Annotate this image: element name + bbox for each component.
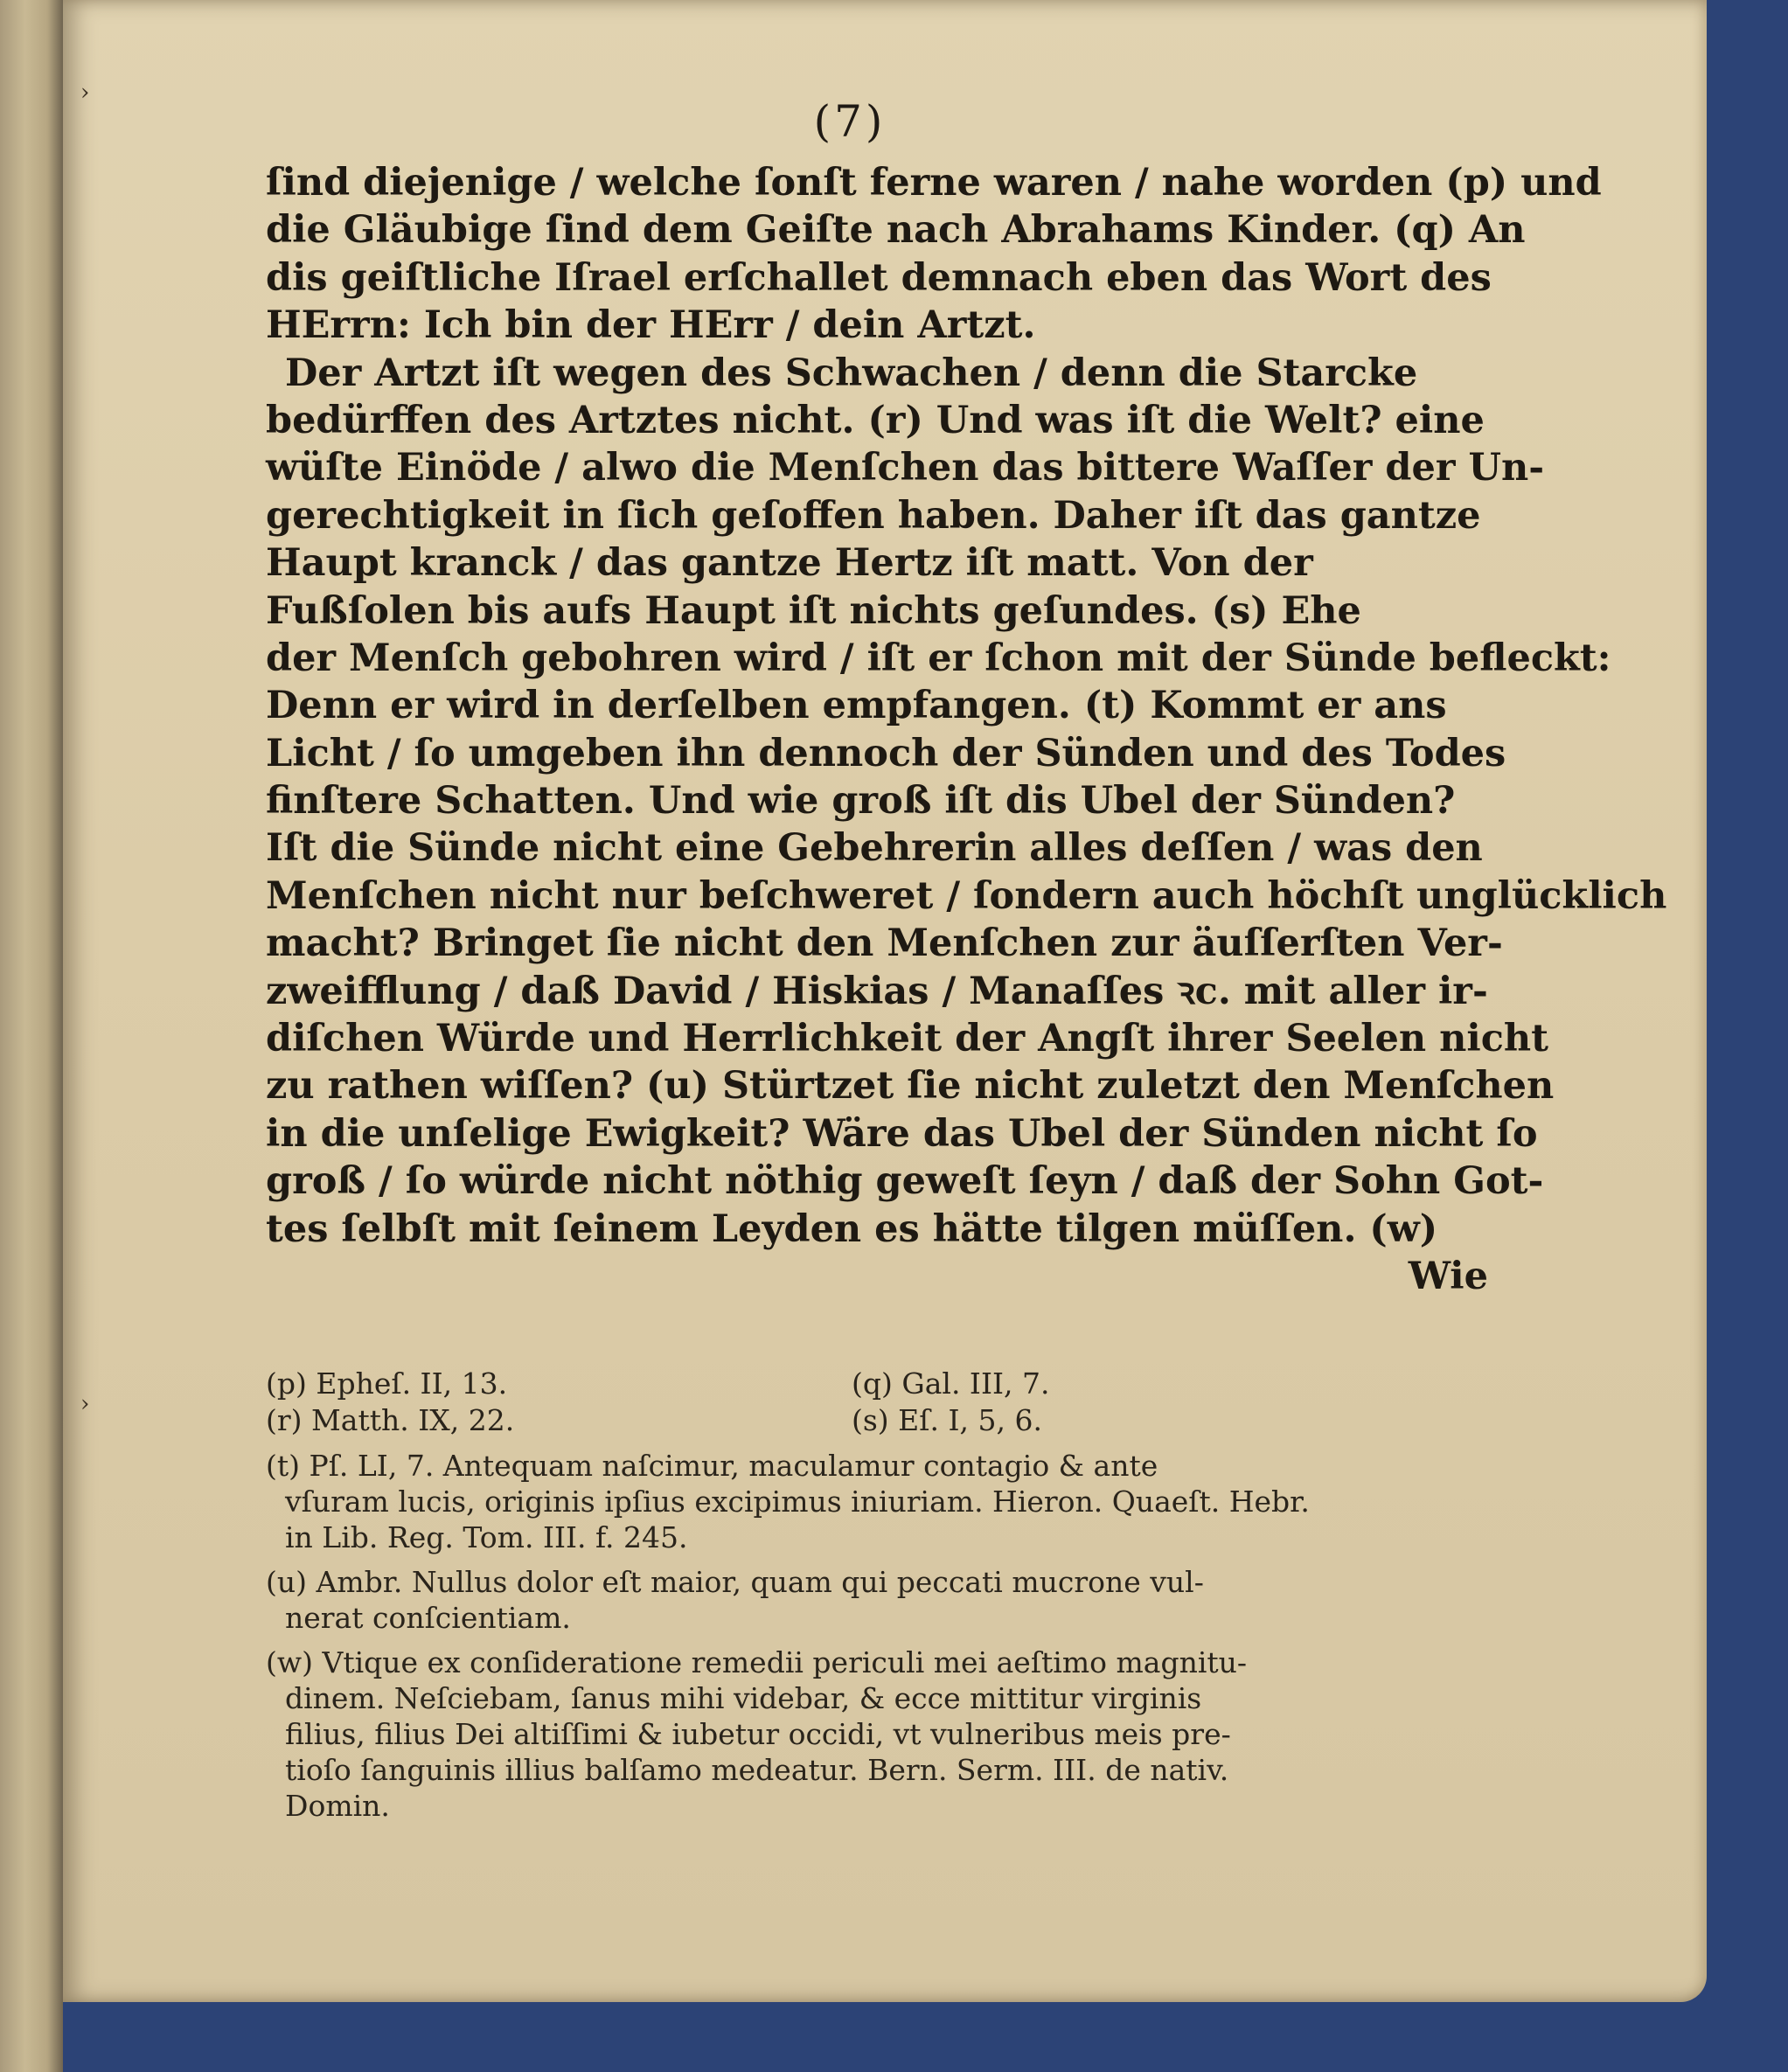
margin-mark: › (80, 80, 90, 106)
text-line: Iſt die Sünde nicht eine Gebehrerin alles deſſen / was den (266, 826, 1483, 871)
footnote-w-line: (w) Vtique ex conſideratione remedii periculi mei aeſtimo magnitu- (266, 1645, 1248, 1679)
text-line: dis geiſtliche Iſrael erſchallet demnach eben das Wort des (266, 255, 1492, 300)
page-number: (7) (813, 96, 887, 147)
text-line: ſind diejenige / welche ſonſt ferne waren / nahe worden (p) und (266, 161, 1602, 205)
footnotes (266, 1366, 1490, 1824)
text-line: in die unſelige Ewigkeit? Wäre das Ubel der Sünden nicht ſo (266, 1111, 1538, 1156)
footnote-t-line: vſuram lucis, originis ipſius excipimus iniuriam. Hieron. Quaeſt. Hebr. (285, 1484, 1310, 1519)
margin-mark: › (80, 1391, 90, 1417)
text-line: Denn er wird in derſelben empfangen. (t) Kommt er ans (266, 684, 1447, 728)
text-line: gerechtigkeit in ſich geſoffen haben. Daher iſt das gantze (266, 493, 1481, 538)
text-line: zu rathen wiſſen? (u) Stürtzet ſie nicht zuletzt den Menſchen (266, 1064, 1555, 1109)
footnote-w-line: Domin. (285, 1789, 390, 1823)
book-page (63, 0, 1707, 2002)
text-line: Menſchen nicht nur beſchweret / ſondern auch höchſt unglücklich (266, 873, 1667, 918)
footnote-w-line: tioſo ſanguinis illius balſamo medeatur. Bern. Serm. III. de nativ. (285, 1753, 1229, 1787)
text-line: die Gläubige ſind dem Geiſte nach Abrahams Kinder. (q) An (266, 208, 1526, 253)
footnote-u-line: nerat conſcientiam. (285, 1601, 571, 1635)
footnote-w-line: filius, filius Dei altiſſimi & iubetur occidi, vt vulneribus meis pre- (285, 1717, 1231, 1751)
left-page-edge (0, 0, 63, 2072)
catchword: Wie (1408, 1254, 1488, 1298)
text-line: finſtere Schatten. Und wie groß iſt dis Ubel der Sünden? (266, 779, 1456, 824)
text-line: macht? Bringet ſie nicht den Menſchen zur äuſſerſten Ver- (266, 921, 1503, 966)
text-line: zweifflung / daß David / Hiskias / Manaſſes ꝛc. mit aller ir- (266, 969, 1488, 1013)
text-line: Fußſolen bis aufs Haupt iſt nichts geſundes. (s) Ehe (266, 588, 1361, 633)
text-line: tes ſelbſt mit ſeinem Leyden es hätte tilgen müſſen. (w) (266, 1206, 1438, 1251)
footnote-ref: (s) Eſ. I, 5, 6. (852, 1403, 1042, 1437)
footnote-t-line: (t) Pſ. LI, 7. Antequam naſcimur, maculamur contagio & ante (266, 1449, 1158, 1483)
footnote-u-line: (u) Ambr. Nullus dolor eſt maior, quam qui peccati mucrone vul- (266, 1565, 1204, 1599)
reference-row (266, 1402, 1490, 1439)
reference-row (266, 1366, 1490, 1402)
text-line: HErrn: Ich bin der HErr / dein Artzt. (266, 303, 1036, 348)
footnote-w-line: dinem. Neſciebam, ſanus mihi videbar, & ecce mittitur virginis (285, 1681, 1202, 1715)
text-line: bedürffen des Artztes nicht. (r) Und was iſt die Welt? eine (266, 398, 1485, 442)
text-line: Licht / ſo umgeben ihn dennoch der Sünden und des Todes (266, 731, 1506, 775)
text-line: Haupt kranck / das gantze Hertz iſt matt. Von der (266, 541, 1313, 586)
text-line: der Menſch gebohren wird / iſt er ſchon mit der Sünde befleckt: (266, 636, 1611, 680)
footnote-ref: (q) Gal. III, 7. (852, 1366, 1050, 1401)
text-line: wüſte Einöde / alwo die Menſchen das bittere Waſſer der Un- (266, 446, 1545, 490)
footnote-t-line: in Lib. Reg. Tom. III. f. 245. (285, 1520, 688, 1554)
text-line: diſchen Würde und Herrlichkeit der Angſt ihrer Seelen nicht (266, 1017, 1548, 1061)
text-line: groß / ſo würde nicht nöthig geweſt ſeyn / daß der Sohn Got- (266, 1159, 1544, 1204)
footnote-ref: (r) Matth. IX, 22. (266, 1403, 515, 1437)
text-line: Der Artzt iſt wegen des Schwachen / denn die Starcke (285, 351, 1418, 395)
main-text (266, 159, 1667, 1300)
footnote-ref: (p) Epheſ. II, 13. (266, 1366, 508, 1401)
